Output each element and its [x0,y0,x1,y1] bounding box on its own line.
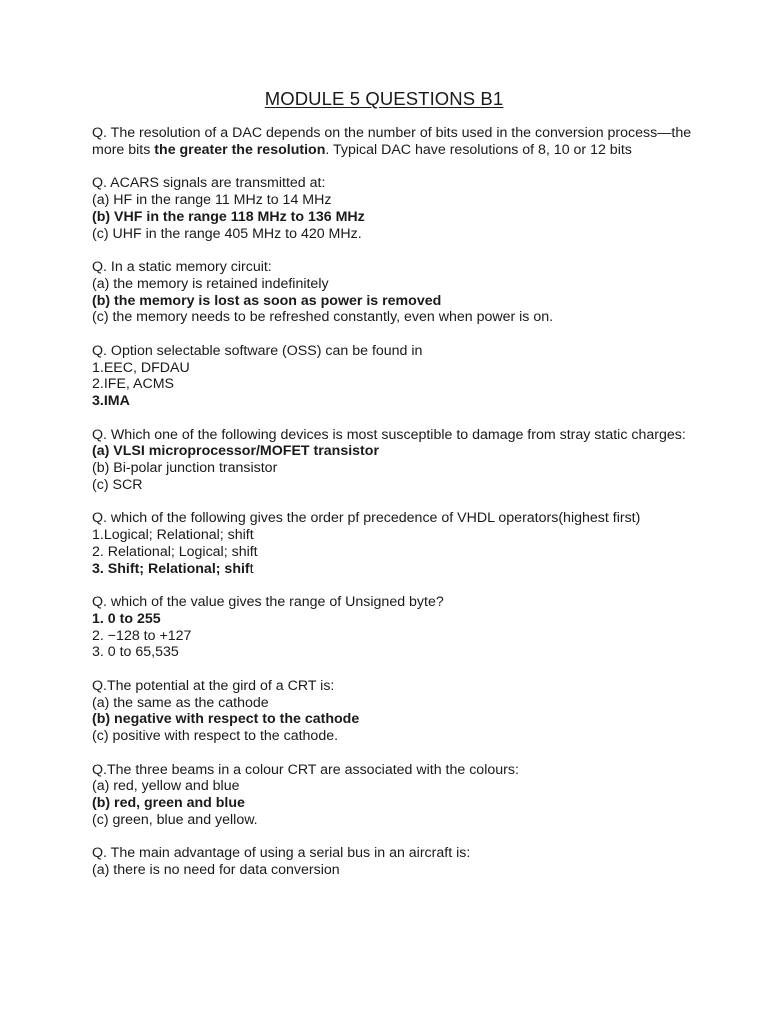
option-3-rest: t [249,560,254,577]
option-a: (a) red, yellow and blue [92,778,240,795]
question-text: Q. which of the value gives the range of Unsigned byte? [92,594,444,611]
option-a: (a) HF in the range 11 MHz to 14 MHz [92,191,332,208]
question-text: Q. In a static memory circuit: [92,258,272,275]
question-text-part: Q. The resolution of a DAC depends on the number of bits used in the conversion process—the more bits [92,125,692,158]
option-2: 2.IFE, ACMS [92,376,174,393]
option-b-correct: (b) red, green and blue [92,795,245,812]
option-c: (c) green, blue and yellow. [92,812,258,829]
option-2: 2. −128 to +127 [92,627,192,644]
page-title: MODULE 5 QUESTIONS B1 [264,88,504,109]
option-a: (a) the same as the cathode [92,694,269,711]
option-3: 3. 0 to 65,535 [92,644,179,661]
question-block-9 [92,762,692,829]
option-a-correct: (a) VLSI microprocessor/MOFET transistor [92,443,379,460]
option-1-correct: 1. 0 to 255 [92,610,161,627]
question-text [92,125,692,159]
question-text: Q.The three beams in a colour CRT are associated with the colours: [92,761,519,778]
option-c: (c) UHF in the range 405 MHz to 420 MHz. [92,225,362,242]
question-block-5 [92,427,692,494]
question-block-1 [92,125,692,159]
option-2: 2. Relational; Logical; shift [92,543,258,560]
question-block-8 [92,678,692,745]
question-text: Q. The main advantage of using a serial bus in an aircraft is: [92,845,471,862]
option-b-correct: (b) negative with respect to the cathode [92,711,360,728]
option-c: (c) SCR [92,476,143,493]
option-b-correct: (b) the memory is lost as soon as power is removed [92,292,442,309]
option-b: (b) Bi-polar junction transistor [92,460,278,477]
option-3-correct [92,561,692,578]
question-text-part: . Typical DAC have resolutions of 8, 10 or 12 bits [325,141,632,158]
question-text: Q. which of the following gives the order pf precedence of VHDL operators(highest first) [92,510,641,527]
option-1: 1.Logical; Relational; shift [92,527,254,544]
option-3-correct: 3.IMA [92,393,130,410]
question-text: Q. Which one of the following devices is most susceptible to damage from stray static charges: [92,426,686,443]
option-a: (a) the memory is retained indefinitely [92,275,329,292]
question-text: Q. Option selectable software (OSS) can be found in [92,342,423,359]
option-3-bold-part: 3. Shift; Relational; shif [92,560,250,577]
question-block-10 [92,845,692,879]
question-block-3 [92,259,692,326]
option-1: 1.EEC, DFDAU [92,359,190,376]
question-list [92,125,692,896]
question-block-6 [92,510,692,577]
option-b-correct: (b) VHF in the range 118 MHz to 136 MHz [92,208,365,225]
question-text: Q.The potential at the gird of a CRT is: [92,677,335,694]
question-block-2 [92,175,692,242]
option-c: (c) positive with respect to the cathode. [92,728,339,745]
question-block-4 [92,343,692,410]
option-a: (a) there is no need for data conversion [92,862,340,879]
answer-highlight: the greater the resolution [154,141,326,158]
question-text: Q. ACARS signals are transmitted at: [92,175,326,192]
option-c: (c) the memory needs to be refreshed constantly, even when power is on. [92,309,554,326]
question-block-7 [92,594,692,661]
